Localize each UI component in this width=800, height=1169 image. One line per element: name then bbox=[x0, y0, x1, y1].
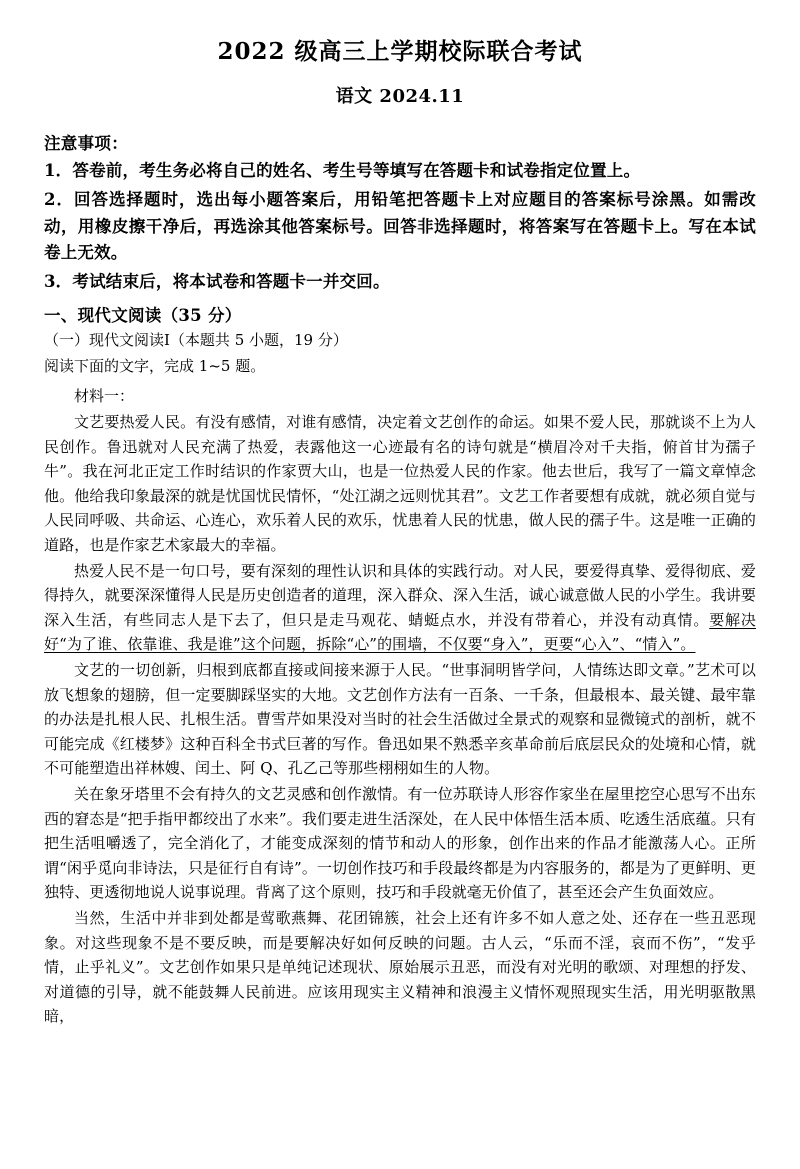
paragraph-2-text: 热爱人民不是一句口号，要有深刻的理性认识和具体的实践行动。对人民，要爱得真挚、爱得彻底、爱得持久，就要深深懂得人民是历史创造者的道理，深入群众、深入生活，诚心诚意做人民的小学生。我讲要深入生活，有些同志人是下去了，但只是走马观花、蜻蜓点水，并没有带着心，并没有动真情。 bbox=[44, 561, 756, 629]
reading-instruction: 阅读下面的文字，完成 1~5 题。 bbox=[44, 356, 266, 375]
paragraph-1: 文艺要热爱人民。有没有感情，对谁有感情，决定着文艺创作的命运。如果不爱人民，那就谈不上为人民创作。鲁迅就对人民充满了热爱，表露他这一心迹最有名的诗句就是“横眉冷对千夫指，俯首甘为孺子牛”。我在河北正定工作时结识的作家贾大山，也是一位热爱人民的作家。他去世后，我写了一篇文章悼念他。他给我印象最深的就是忧国忧民情怀，“处江湖之远则忧其君”。文艺工作者要想有成就，就必须自觉与人民同呼吸、共命运、心连心，欢乐着人民的欢乐，忧患着人民的忧患，做人民的孺子牛。这是唯一正确的道路，也是作家艺术家最大的幸福。 bbox=[44, 413, 756, 555]
paragraph-2-underlined-text: 要解决好“为了谁、依靠谁、我是谁”这个问题，拆除“心”的围墙，不仅要“身入”，更要“心入”、“情入”。 bbox=[44, 610, 756, 654]
notice-item-3: 3．考试结束后，将本试卷和答题卡一并交回。 bbox=[44, 272, 390, 292]
paragraph-2 bbox=[44, 559, 756, 657]
notice-item-1: 1．答卷前，考生务必将自己的姓名、考生号等填写在答题卡和试卷指定位置上。 bbox=[44, 161, 641, 181]
paragraph-4: 关在象牙塔里不会有持久的文艺灵感和创作激情。有一位苏联诗人形容作家坐在屋里挖空心思写不出东西的窘态是“把手指甲都绞出了水来”。我们要走进生活深处，在人民中体悟生活本质、吃透生活底蕴。只有把生活咀嚼透了，完全消化了，才能变成深刻的情节和动人的形象，创作出来的作品才能激荡人心。正所谓“闲乎觅向非诗法，只是征行自有诗”。一切创作技巧和手段最终都是为内容服务的，都是为了更鲜明、更独特、更透彻地说人说事说理。背离了这个原则，技巧和手段就毫无价值了，甚至还会产生负面效应。 bbox=[44, 784, 756, 902]
page-subtitle: 语文 2024.11 bbox=[335, 86, 465, 108]
paragraph-3: 文艺的一切创新，归根到底都直接或间接来源于人民。“世事洞明皆学问，人情练达即文章。”艺术可以放飞想象的翅膀，但一定要脚踩坚实的大地。文艺创作方法有一百条、一千条，但最根本、最关键、最牢靠的办法是扎根人民、扎根生活。曹雪芹如果没对当时的社会生活做过全景式的观察和显微镜式的剖析，就不可能完成《红楼梦》这种百科全书式巨著的写作。鲁迅如果不熟悉辛亥革命前后底层民众的处境和心情，就不可能塑造出祥林嫂、闰土、阿 Q、孔乙己等那些栩栩如生的人物。 bbox=[44, 661, 756, 778]
notice-heading: 注意事项： bbox=[44, 134, 128, 154]
section-heading-modern-reading: 一、现代文阅读（35 分） bbox=[44, 305, 242, 325]
page-title: 2022 级高三上学期校际联合考试 bbox=[217, 38, 583, 65]
subsection-heading-reading-1: （一）现代文阅读I（本题共 5 小题，19 分） bbox=[44, 330, 348, 349]
material-label-1: 材料一： bbox=[74, 386, 135, 405]
notice-item-2: 2．回答选择题时，选出每小题答案后，用铅笔把答题卡上对应题目的答案标号涂黑。如需改动，用橡皮擦干净后，再选涂其他答案标号。回答非选择题时，将答案写在答题卡上。写在本试卷上无效。 bbox=[44, 189, 756, 263]
paragraph-5: 当然，生活中并非到处都是莺歌燕舞、花团锦簇，社会上还有许多不如人意之处、还存在一些丑恶现象。对这些现象不是不要反映，而是要解决好如何反映的问题。古人云，“乐而不淫，哀而不伤”，“发乎情，止乎礼义”。文艺创作如果只是单纯记述现状、原始展示丑恶，而没有对光明的歌颂、对理想的抒发、对道德的引导，就不能鼓舞人民前进。应该用现实主义精神和浪漫主义情怀观照现实生活，用光明驱散黑暗， bbox=[44, 908, 756, 1026]
